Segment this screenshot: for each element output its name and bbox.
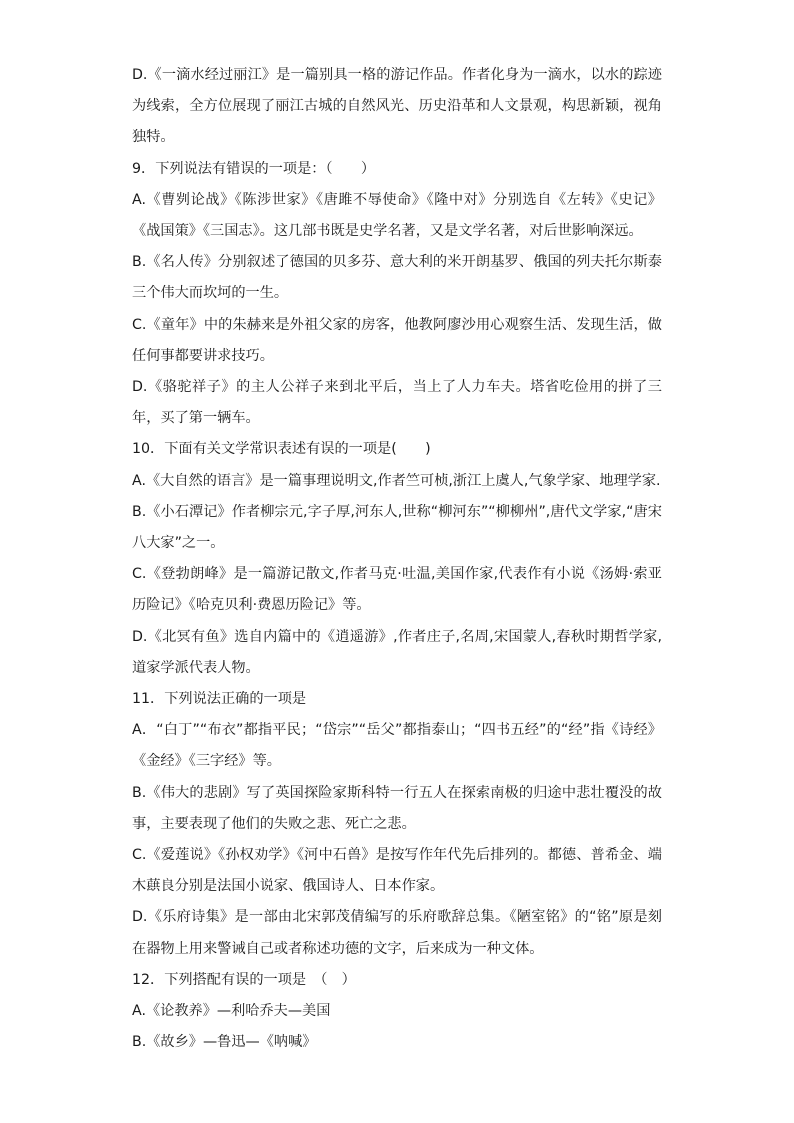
option-c-q11: C.《爱莲说》《孙权劝学》《河中石兽》是按写作年代先后排列的。都德、普希金、端木蕻良分别是法国小说家、俄国诗人、日本作家。 (132, 847, 662, 895)
option-c-q10: C.《登勃朗峰》是一篇游记散文,作者马克·吐温,美国作家,代表作有小说《汤姆·索亚历险记》《哈克贝利·费恩历险记》等。 (132, 566, 662, 614)
option-d-q9: D.《骆驼祥子》的主人公祥子来到北平后，当上了人力车夫。塔省吃俭用的拼了三年，买了第一辆车。 (132, 379, 662, 427)
option-b-q11: B.《伟大的悲剧》写了英国探险家斯科特一行五人在探索南极的归途中悲壮覆没的故事，主要表现了他们的失败之悲、死亡之悲。 (132, 784, 662, 832)
option-b-q12: B.《故乡》—鲁迅—《呐喊》 (132, 1034, 317, 1051)
option-b-q10: B.《小石潭记》作者柳宗元,字子厚,河东人,世称“柳河东”“柳柳州”,唐代文学家,“唐宋八大家”之一。 (132, 503, 662, 552)
question-12-stem: 12．下列搭配有误的一项是 （ ） (132, 971, 356, 988)
option-a-q10: A.《大自然的语言》是一篇事理说明文,作者竺可桢,浙江上虞人,气象学家、地理学家. (132, 472, 661, 489)
option-d-q10: D.《北冥有鱼》选自内篇中的《逍遥游》,作者庄子,名周,宋国蒙人,春秋时期哲学家,道家学派代表人物。 (132, 628, 662, 676)
page-content (132, 60, 662, 1059)
option-d-q8: D.《一滴水经过丽江》是一篇别具一格的游记作品。作者化身为一滴水，以水的踪迹为线索，全方位展现了丽江古城的自然风光、历史沿革和人文景观，构思新颖，视角独特。 (132, 67, 662, 146)
option-a-q12: A.《论教养》—利哈乔夫—美国 (132, 1003, 331, 1020)
question-9-stem: 9．下列说法有错误的一项是：（ ） (132, 160, 376, 177)
question-11-stem: 11．下列说法正确的一项是 (132, 691, 307, 708)
option-a-q9: A.《曹刿论战》《陈涉世家》《唐雎不辱使命》《隆中对》分别选自《左转》《史记》《战国策》《三国志》。这几部书既是史学名著，又是文学名著，对后世影响深远。 (132, 191, 662, 240)
question-10-stem: 10．下面有关文学常识表述有误的一项是( ) (132, 441, 431, 458)
option-a-q11: A．“白丁”“布衣”都指平民；“岱宗”“岳父”都指泰山；“四书五经”的“经”指《诗经》《金经》《三字经》等。 (132, 722, 662, 770)
option-d-q11: D.《乐府诗集》是一部由北宋郭茂倩编写的乐府歌辞总集。《陋室铭》的“铭”原是刻在器物上用来警诫自己或者称述功德的文字，后来成为一种文体。 (132, 909, 662, 957)
option-c-q9: C.《童年》中的朱赫来是外祖父家的房客，他教阿廖沙用心观察生活、发现生活，做任何事都要讲求技巧。 (132, 316, 662, 364)
option-b-q9: B.《名人传》分别叙述了德国的贝多芬、意大利的米开朗基罗、俄国的列夫托尔斯泰三个伟大而坎坷的一生。 (132, 254, 662, 302)
